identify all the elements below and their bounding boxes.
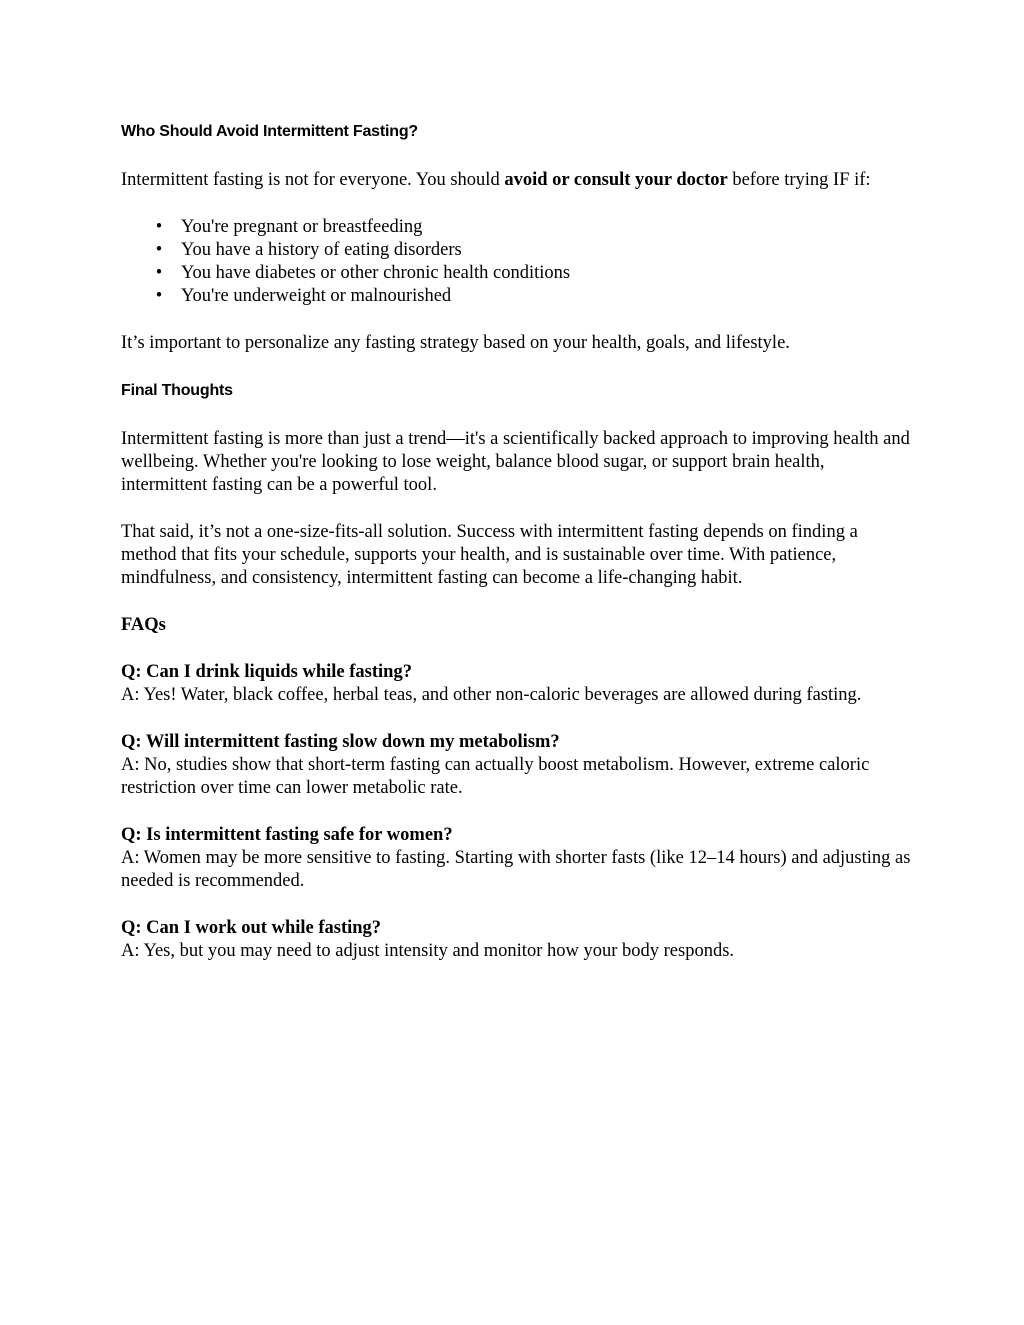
faq-item [121, 917, 911, 963]
personalize-paragraph: It’s important to personalize any fasting strategy based on your health, goals, and lifestyle. [121, 333, 790, 353]
bullet-icon: • [155, 263, 163, 283]
bullet-icon: • [155, 217, 163, 237]
faq-answer: A: Yes! Water, black coffee, herbal teas, and other non-caloric beverages are allowed during fasting. [121, 685, 862, 705]
faq-answer: A: No, studies show that short-term fasting can actually boost metabolism. However, extreme caloric restriction over time can lower metabolic rate. [121, 755, 870, 798]
faq-item [121, 824, 911, 893]
faqs-heading: FAQs [121, 615, 166, 635]
list-item [121, 285, 911, 308]
list-item [121, 262, 911, 285]
list-item-text: You have a history of eating disorders [181, 240, 462, 260]
final-thoughts-paragraph-1: Intermittent fasting is more than just a trend—it's a scientifically backed approach to improving health and wellbeing. Whether you're looking to lose weight, balance blood sugar, or support brain health, intermittent fasting can be a powerful tool. [121, 429, 910, 495]
intro-paragraph [121, 169, 911, 192]
section-heading-final-thoughts: Final Thoughts [121, 382, 233, 399]
intro-text-start: Intermittent fasting is not for everyone. You should [121, 170, 505, 190]
faq-question: Q: Can I drink liquids while fasting? [121, 662, 412, 682]
faq-answer: A: Yes, but you may need to adjust intensity and monitor how your body responds. [121, 941, 735, 961]
bullet-icon: • [155, 240, 163, 260]
faq-question: Q: Can I work out while fasting? [121, 918, 382, 938]
intro-text-bold: avoid or consult your doctor [504, 170, 728, 190]
list-item-text: You have diabetes or other chronic health conditions [181, 263, 571, 283]
faq-question: Q: Is intermittent fasting safe for women? [121, 825, 453, 845]
intro-text-end: before trying IF if: [727, 170, 871, 190]
faq-answer: A: Women may be more sensitive to fasting. Starting with shorter fasts (like 12–14 hours) and adjusting as needed is recommended. [121, 848, 911, 891]
document-page [121, 120, 911, 963]
list-item [121, 216, 911, 239]
bullet-icon: • [155, 286, 163, 306]
faq-item [121, 731, 911, 800]
faq-item [121, 661, 911, 707]
faq-question: Q: Will intermittent fasting slow down my metabolism? [121, 732, 560, 752]
list-item-text: You're pregnant or breastfeeding [181, 217, 423, 237]
list-item-text: You're underweight or malnourished [181, 286, 452, 306]
final-thoughts-paragraph-2: That said, it’s not a one-size-fits-all solution. Success with intermittent fasting depends on finding a method that fits your schedule, supports your health, and is sustainable over time. With patience, mindfulness, and consistency, intermittent fasting can become a life-changing habit. [121, 522, 858, 588]
section-heading-who-should-avoid: Who Should Avoid Intermittent Fasting? [121, 123, 418, 140]
avoid-list [121, 216, 911, 308]
list-item [121, 239, 911, 262]
